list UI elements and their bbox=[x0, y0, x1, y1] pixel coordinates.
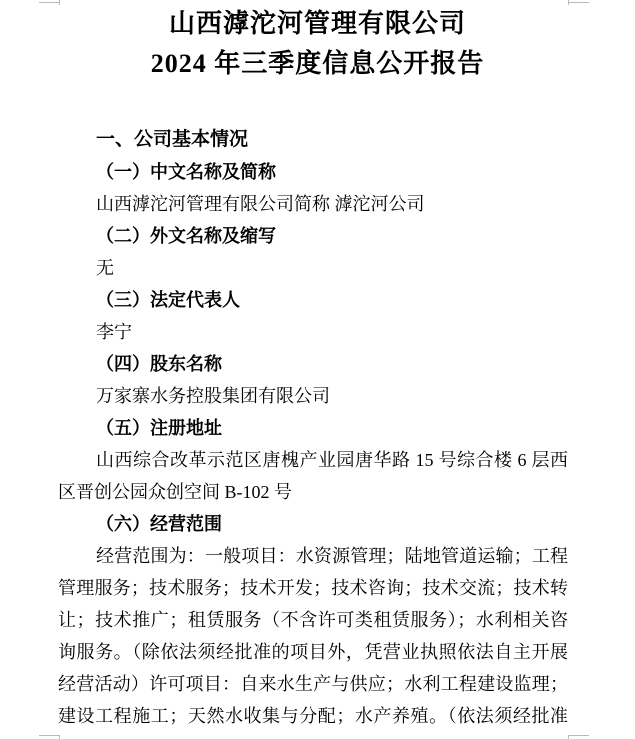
paragraph-line: 经营范围为：一般项目：水资源管理；陆地管道运输；工程 bbox=[96, 546, 568, 566]
margin-crop-mark-bottom-right bbox=[568, 735, 589, 736]
document-title-line-2: 2024 年三季度信息公开报告 bbox=[150, 49, 485, 78]
paragraph-line: 山西滹沱河管理有限公司简称 滹沱河公司 bbox=[96, 194, 425, 214]
paragraph-line: 山西综合改革示范区唐槐产业园唐华路 15 号综合楼 6 层西 bbox=[96, 450, 568, 470]
subsection-heading: （一）中文名称及简称 bbox=[96, 162, 276, 182]
paragraph-line: 让；技术推广；租赁服务（不含许可类租赁服务）；水利相关咨 bbox=[58, 610, 568, 630]
paragraph-line: 无 bbox=[96, 258, 114, 278]
margin-crop-mark-top-left bbox=[39, 2, 60, 3]
paragraph-line: 李宁 bbox=[96, 322, 132, 342]
margin-crop-mark-bottom-right-tick bbox=[568, 735, 569, 739]
subsection-heading: （四）股东名称 bbox=[96, 354, 222, 374]
document-title-line-1: 山西滹沱河管理有限公司 bbox=[168, 9, 466, 38]
paragraph-line: 经营活动）许可项目：自来水生产与供应；水利工程建设监理； bbox=[58, 674, 568, 694]
paragraph-line: 管理服务；技术服务；技术开发；技术咨询；技术交流；技术转 bbox=[58, 578, 568, 598]
section-heading: 一、公司基本情况 bbox=[96, 129, 249, 150]
paragraph-line: 万家寨水务控股集团有限公司 bbox=[96, 386, 330, 406]
subsection-heading: （五）注册地址 bbox=[96, 418, 222, 438]
margin-crop-mark-bottom-left bbox=[39, 735, 60, 736]
subsection-heading: （二）外文名称及缩写 bbox=[96, 226, 276, 246]
margin-crop-mark-bottom-left-tick bbox=[59, 735, 60, 739]
document-body bbox=[58, 124, 568, 732]
paragraph-line: 建设工程施工；天然水收集与分配；水产养殖。（依法须经批准 bbox=[58, 706, 568, 726]
document-title bbox=[0, 4, 635, 84]
subsection-heading: （六）经营范围 bbox=[96, 514, 222, 534]
paragraph-line: 区晋创公园众创空间 B-102 号 bbox=[58, 482, 292, 502]
margin-crop-mark-top-right bbox=[568, 2, 589, 3]
paragraph-line: 询服务。（除依法须经批准的项目外，凭营业执照依法自主开展 bbox=[58, 642, 568, 662]
subsection-heading: （三）法定代表人 bbox=[96, 290, 240, 310]
